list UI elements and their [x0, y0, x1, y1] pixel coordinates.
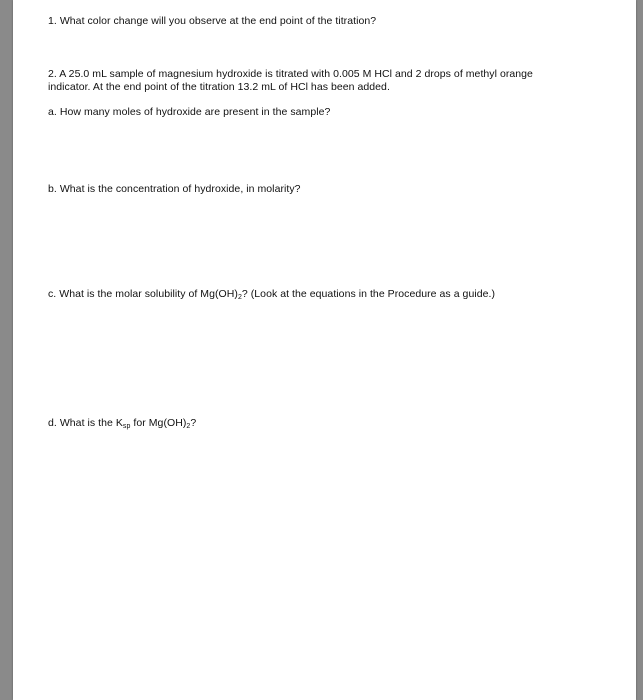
document-page [13, 0, 636, 700]
question-2 [48, 68, 588, 94]
question-2-line-1: 2. A 25.0 mL sample of magnesium hydroxide is titrated with 0.005 M HCl and 2 drops of methyl orange [48, 68, 533, 80]
question-2d-suffix: ? [190, 417, 197, 429]
question-2d [48, 417, 196, 430]
question-2d-prefix: d. What is the K [48, 417, 123, 429]
question-2a [48, 106, 330, 119]
question-2b-text: b. What is the concentration of hydroxide, in molarity? [48, 183, 301, 195]
question-1-text: 1. What color change will you observe at the end point of the titration? [48, 15, 377, 27]
question-2d-middle: for Mg(OH) [130, 417, 187, 429]
question-2c-prefix: c. What is the molar solubility of Mg(OH) [48, 288, 238, 300]
question-2-line-2: indicator. At the end point of the titration 13.2 mL of HCl has been added. [48, 81, 390, 93]
question-2c [48, 288, 495, 301]
question-2c-suffix: ? (Look at the equations in the Procedure as a guide.) [241, 288, 496, 300]
question-1 [48, 15, 376, 28]
question-2d-formula-subscript: 2 [186, 423, 191, 430]
question-2c-subscript: 2 [237, 294, 242, 301]
question-2a-text: a. How many moles of hydroxide are present in the sample? [48, 106, 331, 118]
question-2b [48, 183, 301, 196]
question-2d-ksp-subscript: sp [122, 423, 131, 430]
